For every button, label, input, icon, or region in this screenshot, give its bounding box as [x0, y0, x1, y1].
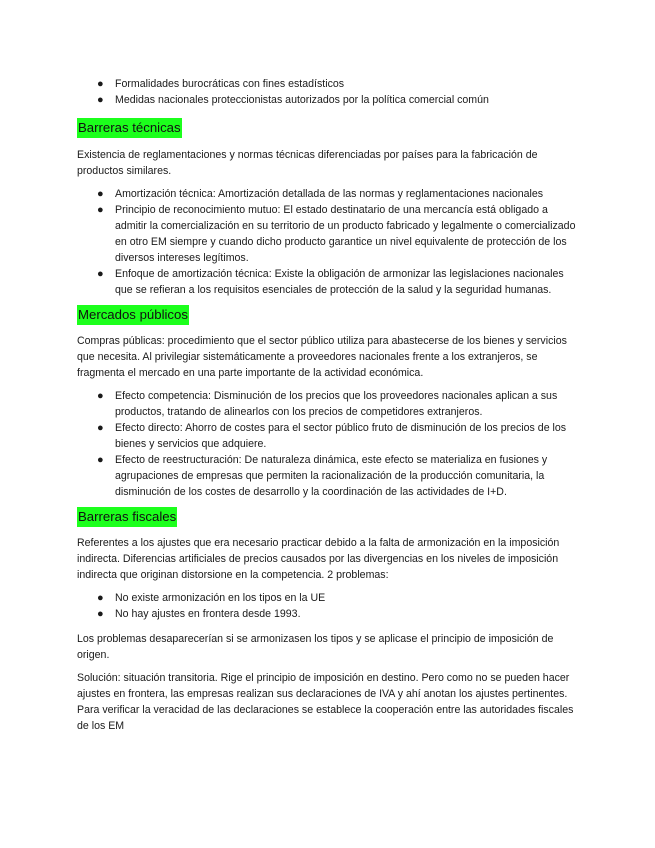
section-heading-barreras-tecnicas: Barreras técnicas: [77, 118, 182, 138]
bullet-list-mercados-publicos: [77, 388, 579, 500]
section-heading-mercados-publicos: Mercados públicos: [77, 305, 189, 325]
list-item: ● Medidas nacionales proteccionistas autorizados por la política comercial común: [97, 94, 489, 106]
list-item: ● Enfoque de amortización técnica: Existe la obligación de armonizar las legislaciones nacionales que se refieran a los requisitos esenciales de protección de la salud y la seguridad humanas.: [97, 268, 564, 296]
bullet-icon: ●: [97, 592, 104, 604]
bullet-icon: ●: [97, 608, 104, 620]
paragraph-mercados-publicos: Compras públicas: procedimiento que el sector público utiliza para abastecerse de los bienes y servicios que necesita. Al privilegiar sistemáticamente a proveedores nacionales frente a los extranjeros, se fragmenta el mercado en una parte importante de la actividad económica.: [77, 335, 567, 379]
section-heading-barreras-fiscales: Barreras fiscales: [77, 507, 177, 527]
list-item: ● Efecto competencia: Disminución de los precios que los proveedores nacionales aplican a sus productos, tratando de alinearlos con los precios de competidores extranjeros.: [97, 390, 558, 418]
bullet-icon: ●: [97, 94, 104, 106]
bullet-list-barreras-tecnicas: [77, 186, 579, 298]
paragraph-barreras-fiscales: Referentes a los ajustes que era necesario practicar debido a la falta de armonización en la imposición indirecta. Diferencias artificiales de precios causados por las divergencias en los niveles de imposición indirecta que originan distorsione en la competencia. 2 problemas:: [77, 537, 560, 581]
list-item: ● Amortización técnica: Amortización detallada de las normas y reglamentaciones nacionales: [97, 188, 544, 200]
list-item: ● Principio de reconocimiento mutuo: El estado destinatario de una mercancía está obligado a admitir la comercialización en su territorio de un producto fabricado y legalmente o comercializado en otro EM siempre y cuando dicho producto garantice un nivel equivalente de protección de los diversos intereses legítimos.: [97, 204, 576, 264]
list-item: ● No hay ajustes en frontera desde 1993.: [97, 608, 301, 620]
list-item: ● Efecto de reestructuración: De naturaleza dinámica, este efecto se materializa en fusiones y agrupaciones de empresas que permiten la racionalización de la producción comunitaria, la disminución de los costes de desarrollo y la coordinación de las actividades de I+D.: [97, 454, 548, 498]
paragraph-barreras-fiscales-2: Los problemas desaparecerían si se armonizasen los tipos y se aplicase el principio de imposición de origen.: [77, 633, 554, 661]
paragraph-barreras-tecnicas: Existencia de reglamentaciones y normas técnicas diferenciadas por países para la fabricación de productos similares.: [77, 149, 538, 177]
intro-bullet-list: [77, 76, 579, 108]
list-item: ● Efecto directo: Ahorro de costes para el sector público fruto de disminución de los precios de los bienes y servicios que adquiere.: [97, 422, 567, 450]
bullet-icon: ●: [97, 422, 104, 434]
bullet-icon: ●: [97, 454, 104, 466]
bullet-icon: ●: [97, 204, 104, 216]
list-item: ● No existe armonización en los tipos en la UE: [97, 592, 326, 604]
bullet-list-barreras-fiscales: [77, 590, 579, 622]
bullet-icon: ●: [97, 188, 104, 200]
bullet-icon: ●: [97, 78, 104, 90]
bullet-icon: ●: [97, 268, 104, 280]
list-item: ● Formalidades burocráticas con fines estadísticos: [97, 78, 345, 90]
paragraph-barreras-fiscales-3: Solución: situación transitoria. Rige el principio de imposición en destino. Pero como no se pueden hacer ajustes en frontera, las empresas realizan sus declaraciones de IVA y ahí anotan los ajustes pertinentes. Para verificar la veracidad de las declaraciones se establece la cooperación entre las autoridades fiscales de los EM: [77, 672, 574, 732]
bullet-icon: ●: [97, 390, 104, 402]
